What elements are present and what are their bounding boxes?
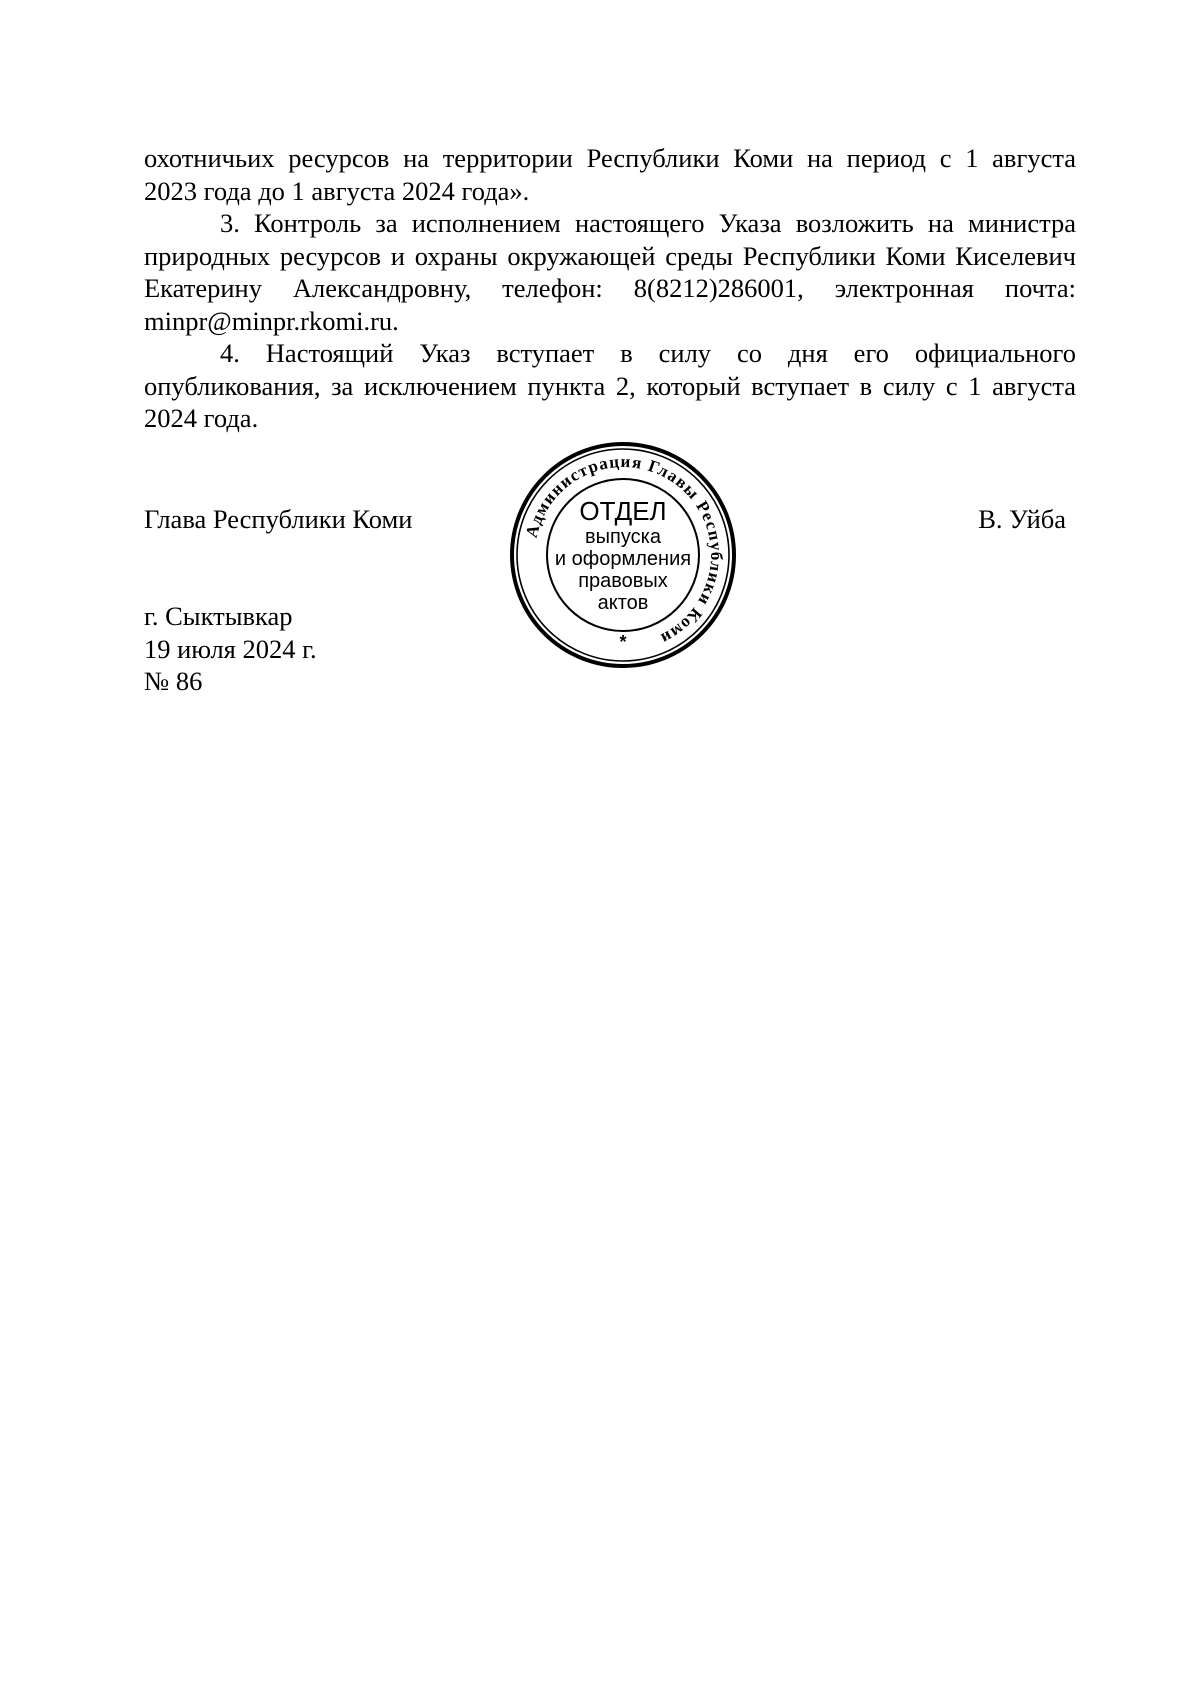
continuation-line-1: охотничьих ресурсов на территории Республики Коми на период с 1 августа — [144, 143, 1076, 173]
continuation-line-2: 2023 года до 1 августа 2024 года». — [144, 175, 530, 206]
stamp-line-4: правовых — [578, 570, 668, 592]
issue-date: 19 июля 2024 г. — [144, 633, 317, 664]
paragraph-3: 3. Контроль за исполнением настоящего Указа возложить на министра природных ресурсов и охраны окружающей среды Республики Коми Киселевич Екатерину Александровну, телефон: 8(8212)286001, электронная почта: minpr@minpr.rkomi.ru. — [144, 208, 1076, 336]
stamp-line-3: и оформления — [554, 548, 692, 570]
document-body — [144, 142, 1076, 435]
stamp-ring-text: Администрация Главы Республики Коми — [521, 451, 727, 649]
issue-city: г. Сыктывкар — [144, 601, 293, 631]
paragraph-4: 4. Настоящий Указ вступает в силу со дня его официального опубликования, за исключением пункта 2, который вступает в силу с 1 августа 2024 года. — [144, 338, 1076, 433]
stamp-line-2: выпуска — [585, 526, 661, 548]
official-stamp — [508, 440, 738, 670]
stamp-line-1: ОТДЕЛ — [579, 496, 667, 526]
signatory-name: В. Уйба — [978, 504, 1066, 534]
document-meta — [144, 600, 317, 698]
stamp-line-5: актов — [597, 592, 649, 614]
document-number: № 86 — [144, 666, 203, 696]
signatory-position: Глава Республики Коми — [144, 504, 413, 534]
stamp-star-icon: * — [619, 632, 627, 652]
